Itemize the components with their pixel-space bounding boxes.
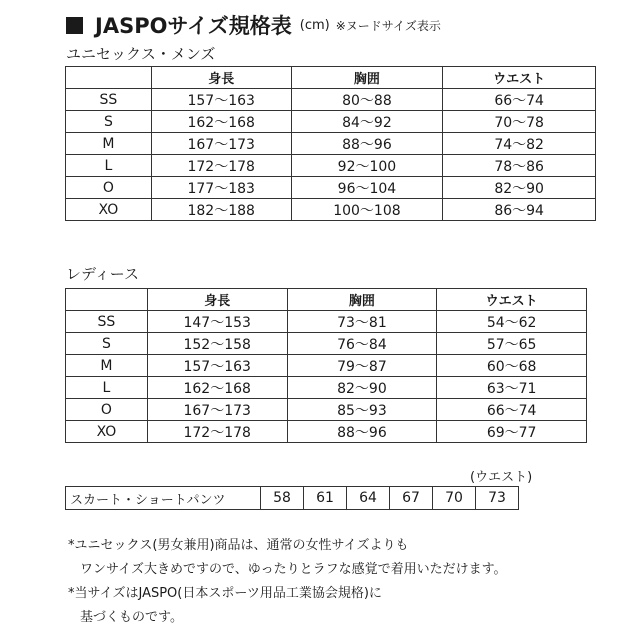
chest-cell: 92〜100: [291, 155, 443, 177]
footnote-line: 基づくものです。: [80, 610, 183, 625]
waist-cell: 70〜78: [443, 111, 596, 133]
height-cell: 157〜163: [151, 89, 291, 111]
chest-cell: 100〜108: [291, 199, 443, 221]
chest-cell: 96〜104: [291, 177, 443, 199]
size-cell: SS: [66, 311, 148, 333]
table-header-row: [66, 289, 587, 311]
height-cell: 167〜173: [151, 133, 291, 155]
footnote-line: ワンサイズ大きめですので、ゆったりとラフな感覚で着用いただけます。: [80, 562, 507, 577]
header-cell: ウエスト: [443, 67, 596, 89]
page-title: JASPOサイズ規格表: [95, 14, 292, 38]
chest-cell: 84〜92: [291, 111, 443, 133]
size-cell: O: [66, 177, 152, 199]
table-row: [66, 333, 587, 355]
title-note: ※ヌードサイズ表示: [335, 18, 441, 33]
ladies-size-table: [65, 288, 587, 443]
height-cell: 167〜173: [147, 399, 287, 421]
header-cell: ウエスト: [437, 289, 587, 311]
waist-cell: 66〜74: [437, 399, 587, 421]
skirt-waist-cell: 64: [347, 487, 390, 510]
waist-cell: 63〜71: [437, 377, 587, 399]
height-cell: 172〜178: [147, 421, 287, 443]
waist-cell: 66〜74: [443, 89, 596, 111]
height-cell: 152〜158: [147, 333, 287, 355]
skirt-size-table: [65, 486, 519, 510]
size-cell: O: [66, 399, 148, 421]
waist-cell: 60〜68: [437, 355, 587, 377]
skirt-waist-cell: 70: [433, 487, 476, 510]
table-row: [66, 355, 587, 377]
table-row: [66, 487, 519, 510]
skirt-waist-label: (ウエスト): [470, 470, 533, 485]
waist-cell: 86〜94: [443, 199, 596, 221]
skirt-label-cell: スカート・ショートパンツ: [66, 487, 261, 510]
height-cell: 182〜188: [151, 199, 291, 221]
height-cell: 172〜178: [151, 155, 291, 177]
table-row: [66, 311, 587, 333]
square-bullet-icon: [66, 17, 83, 34]
header-cell: [66, 289, 148, 311]
height-cell: 162〜168: [147, 377, 287, 399]
header-cell: 胸囲: [287, 289, 437, 311]
footnote-line: *当サイズはJASPO(日本スポーツ用品工業協会規格)に: [68, 586, 382, 601]
height-cell: 157〜163: [147, 355, 287, 377]
size-cell: S: [66, 111, 152, 133]
skirt-waist-cell: 58: [261, 487, 304, 510]
chest-cell: 82〜90: [287, 377, 437, 399]
height-cell: 177〜183: [151, 177, 291, 199]
size-cell: L: [66, 155, 152, 177]
header-cell: 胸囲: [291, 67, 443, 89]
table-row: [66, 133, 596, 155]
header-cell: 身長: [151, 67, 291, 89]
skirt-waist-cell: 73: [476, 487, 519, 510]
chest-cell: 80〜88: [291, 89, 443, 111]
size-cell: XO: [66, 199, 152, 221]
size-cell: M: [66, 133, 152, 155]
skirt-waist-cell: 67: [390, 487, 433, 510]
chest-cell: 88〜96: [291, 133, 443, 155]
height-cell: 162〜168: [151, 111, 291, 133]
ladies-section-label: レディース: [66, 265, 140, 283]
skirt-waist-cell: 61: [304, 487, 347, 510]
footnotes: [68, 534, 628, 630]
chest-cell: 76〜84: [287, 333, 437, 355]
table-row: [66, 377, 587, 399]
chest-cell: 85〜93: [287, 399, 437, 421]
waist-cell: 54〜62: [437, 311, 587, 333]
men-section-label: ユニセックス・メンズ: [66, 45, 216, 63]
table-row: [66, 89, 596, 111]
chest-cell: 79〜87: [287, 355, 437, 377]
title-row: [66, 10, 441, 40]
height-cell: 147〜153: [147, 311, 287, 333]
men-size-table: [65, 66, 596, 221]
footnote-line: *ユニセックス(男女兼用)商品は、通常の女性サイズよりも: [68, 538, 409, 553]
table-row: [66, 111, 596, 133]
size-cell: XO: [66, 421, 148, 443]
table-row: [66, 199, 596, 221]
title-unit: (cm): [299, 17, 330, 33]
chest-cell: 88〜96: [287, 421, 437, 443]
waist-cell: 57〜65: [437, 333, 587, 355]
header-cell: 身長: [147, 289, 287, 311]
table-row: [66, 177, 596, 199]
waist-cell: 69〜77: [437, 421, 587, 443]
chest-cell: 73〜81: [287, 311, 437, 333]
size-cell: M: [66, 355, 148, 377]
waist-cell: 82〜90: [443, 177, 596, 199]
header-cell: [66, 67, 152, 89]
table-row: [66, 155, 596, 177]
size-cell: L: [66, 377, 148, 399]
size-cell: S: [66, 333, 148, 355]
waist-cell: 78〜86: [443, 155, 596, 177]
size-cell: SS: [66, 89, 152, 111]
table-header-row: [66, 67, 596, 89]
table-row: [66, 399, 587, 421]
table-row: [66, 421, 587, 443]
waist-cell: 74〜82: [443, 133, 596, 155]
